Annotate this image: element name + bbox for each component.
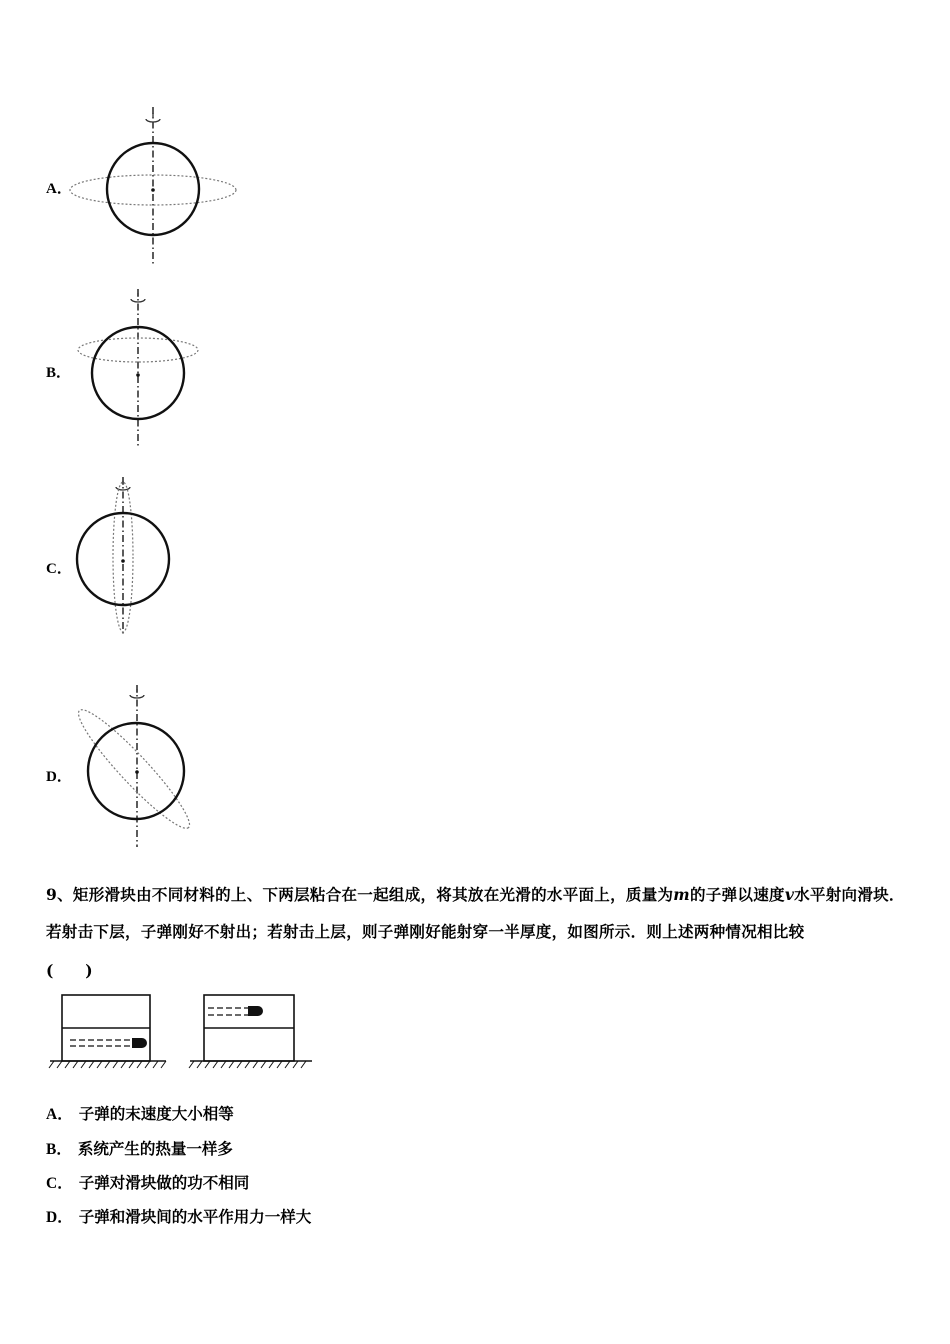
answer-option-d[interactable] [46, 1205, 311, 1227]
left-block-lower-layer-shot [62, 995, 150, 1061]
question-text-part3: 水平射向滑块．若射击下层，子弹刚好不射出；若射击上层，则子弹刚好能射穿一半厚度，如图所示．则上述两种情况相比较 [46, 885, 905, 941]
answer-c-text: 子弹对滑块做的功不相同 [78, 1173, 250, 1192]
question-text-part2: 的子弹以速度 [690, 885, 785, 904]
answer-c-letter: C． [46, 1175, 73, 1192]
answer-b-text: 系统产生的热量一样多 [77, 1139, 233, 1158]
question-text-part1: 矩形滑块由不同材料的上、下两层粘合在一起组成，将其放在光滑的水平面上，质量为 [72, 885, 674, 904]
sphere-polar-orbit-icon [72, 475, 182, 640]
answer-bracket: ( ) [46, 961, 93, 980]
velocity-symbol: v [784, 885, 795, 904]
ground-right [189, 1061, 312, 1068]
sphere-high-latitude-orbit-icon [70, 289, 210, 449]
answer-b-letter: B． [46, 1141, 72, 1158]
answer-d-text: 子弹和滑块间的水平作用力一样大 [78, 1207, 312, 1226]
option-a-label: A． [46, 181, 72, 197]
option-c-label: C． [46, 561, 72, 577]
option-b-label: B． [46, 365, 72, 381]
question-number: 9、 [46, 885, 73, 904]
answer-option-b[interactable] [46, 1137, 233, 1159]
bullet-icon [132, 1038, 147, 1048]
question-9-text [46, 876, 916, 950]
sphere-equatorial-orbit-icon [66, 105, 246, 267]
bullet-icon [248, 1006, 263, 1016]
option-d-label: D． [46, 769, 72, 785]
right-block-upper-layer-shot [204, 995, 294, 1061]
bullet-block-diagram [46, 990, 321, 1070]
sphere-inclined-orbit-icon [72, 685, 197, 850]
ground-left [49, 1061, 166, 1068]
answer-option-a[interactable] [46, 1102, 234, 1124]
answer-option-c[interactable] [46, 1171, 249, 1193]
answer-d-letter: D． [46, 1209, 73, 1226]
answer-a-letter: A． [46, 1106, 73, 1123]
mass-symbol: m [673, 885, 690, 904]
answer-a-text: 子弹的末速度大小相等 [78, 1104, 234, 1123]
